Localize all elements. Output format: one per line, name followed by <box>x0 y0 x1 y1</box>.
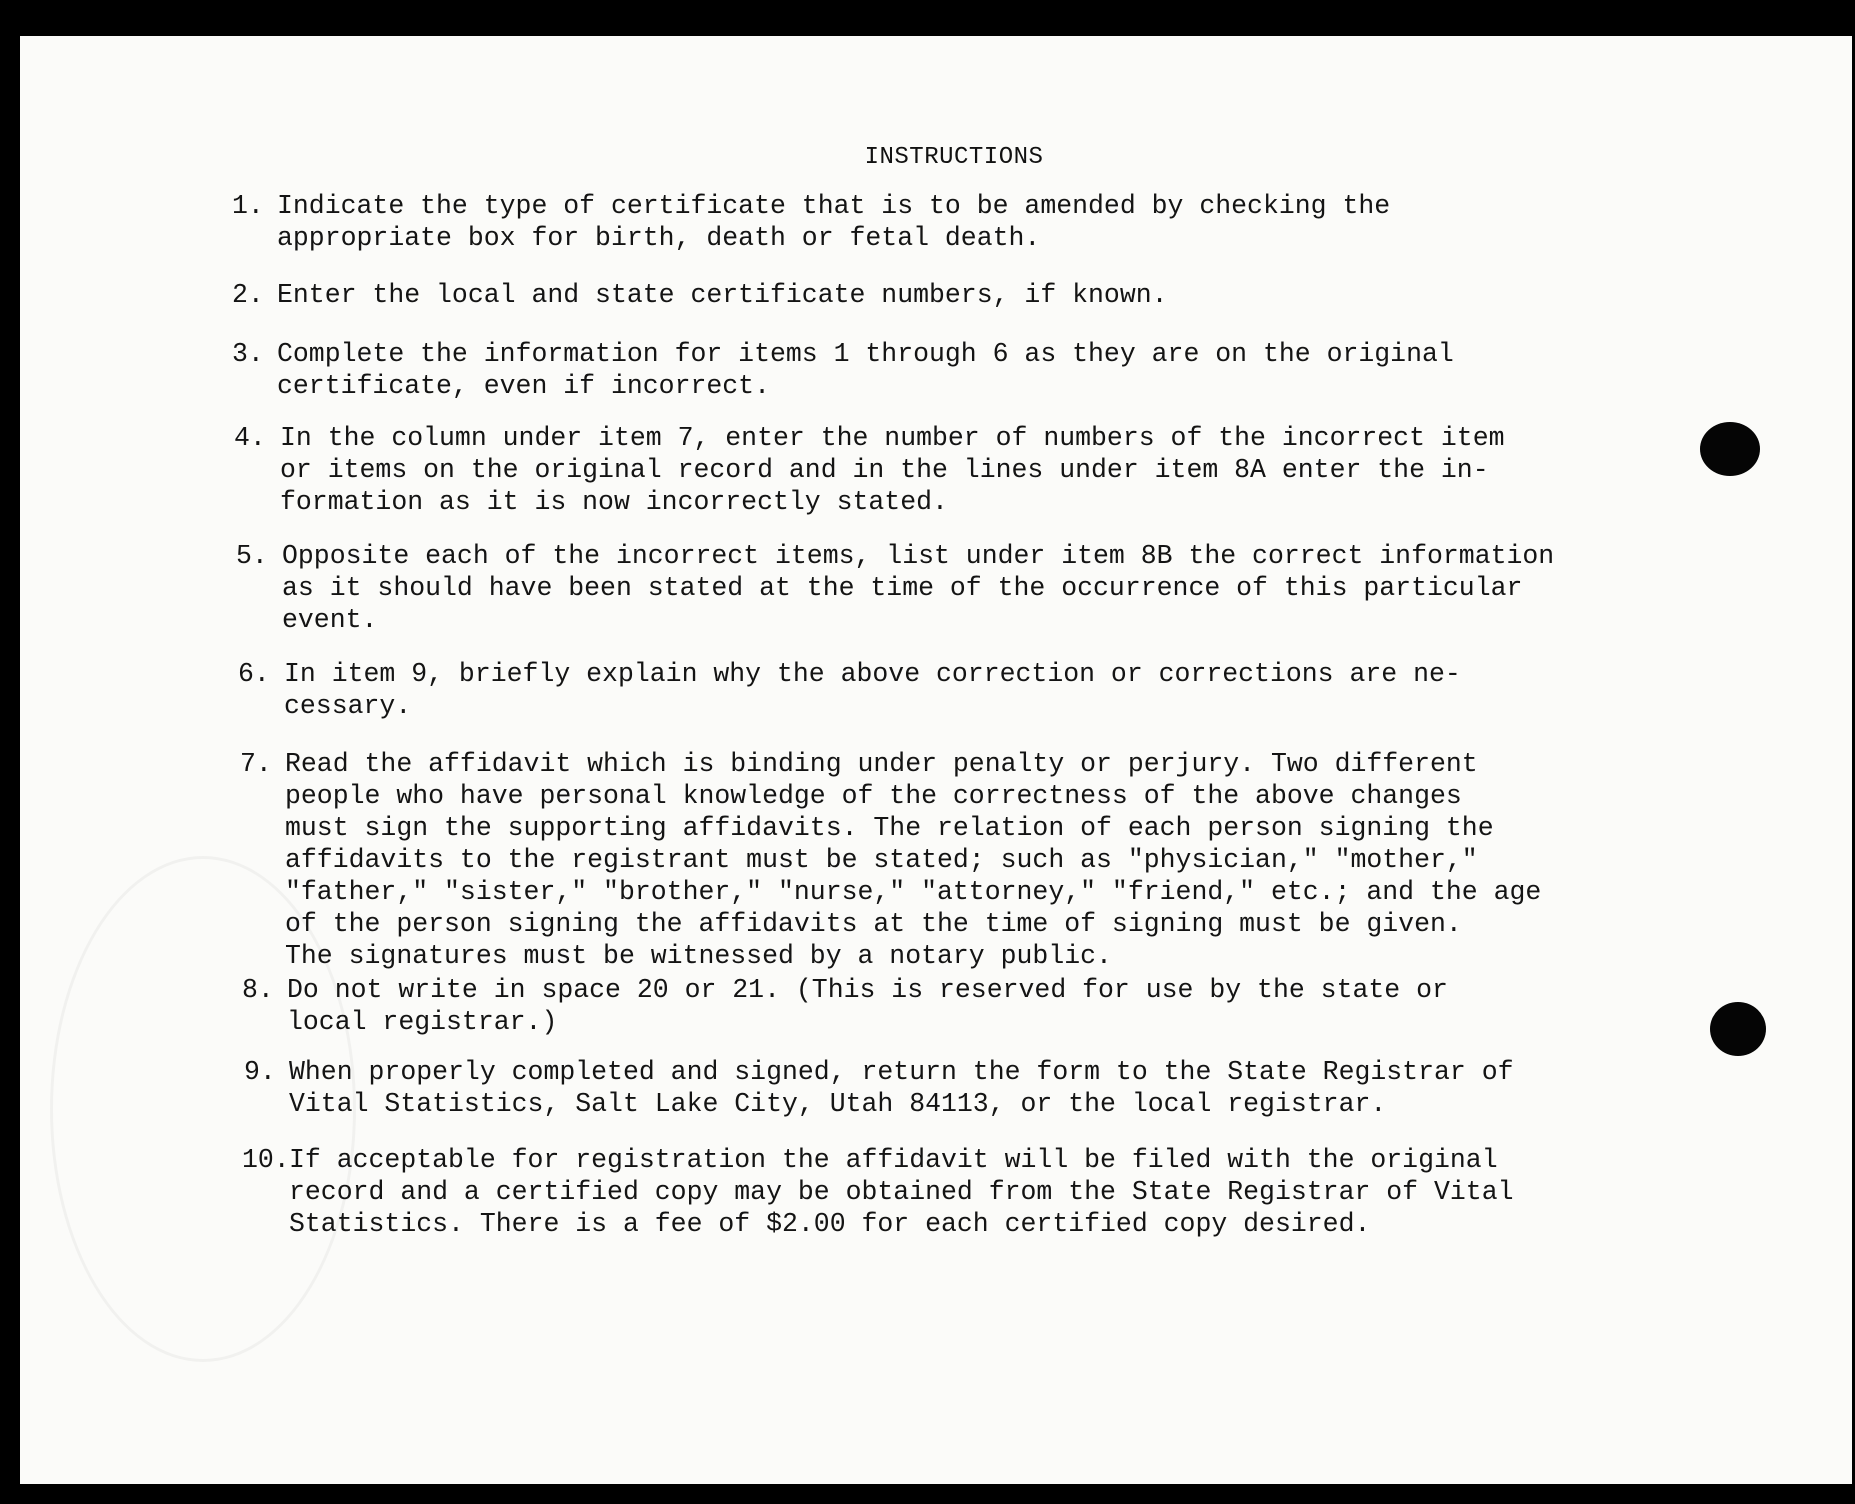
punch-hole-upper <box>1700 422 1760 476</box>
instruction-item-1 <box>232 190 1390 254</box>
item-number: 10. <box>242 1145 290 1175</box>
item-line: Opposite each of the incorrect items, list under item 8B the correct information <box>282 541 1555 571</box>
item-line: The signatures must be witnessed by a notary public. <box>285 941 1112 971</box>
item-number: 1. <box>232 191 264 221</box>
item-line: Do not write in space 20 or 21. (This is reserved for use by the state or <box>287 975 1448 1005</box>
item-number: 9. <box>244 1057 276 1087</box>
item-line: In the column under item 7, enter the number of numbers of the incorrect item <box>280 423 1505 453</box>
item-line: Statistics. There is a fee of $2.00 for each certified copy desired. <box>289 1209 1371 1239</box>
item-line: In item 9, briefly explain why the above correction or corrections are ne- <box>284 659 1461 689</box>
item-line: record and a certified copy may be obtained from the State Registrar of Vital <box>289 1177 1514 1207</box>
item-line: as it should have been stated at the time of the occurrence of this particular <box>282 573 1523 603</box>
item-line: or items on the original record and in the lines under item 8A enter the in- <box>280 455 1489 485</box>
item-number: 4. <box>234 423 266 453</box>
item-line: must sign the supporting affidavits. The relation of each person signing the <box>285 813 1494 843</box>
item-line: Enter the local and state certificate numbers, if known. <box>277 280 1168 310</box>
item-line: Vital Statistics, Salt Lake City, Utah 84113, or the local registrar. <box>289 1089 1387 1119</box>
instruction-item-10 <box>242 1144 1514 1240</box>
instruction-item-5 <box>236 540 1554 636</box>
item-line: affidavits to the registrant must be stated; such as "physician," "mother," <box>285 845 1478 875</box>
item-line: local registrar.) <box>287 1007 558 1037</box>
instruction-item-4 <box>234 422 1505 518</box>
item-number: 6. <box>238 659 270 689</box>
instruction-item-3 <box>232 338 1454 402</box>
item-line: people who have personal knowledge of the correctness of the above changes <box>285 781 1462 811</box>
item-line: "father," "sister," "brother," "nurse," "attorney," "friend," etc.; and the age <box>285 877 1542 907</box>
item-number: 8. <box>242 975 274 1005</box>
item-line: appropriate box for birth, death or fetal death. <box>277 223 1041 253</box>
page-title <box>20 144 1852 171</box>
instruction-item-8 <box>242 974 1448 1038</box>
item-number: 7. <box>240 749 272 779</box>
instruction-item-6 <box>238 658 1461 722</box>
item-number: 2. <box>232 280 264 310</box>
item-line: event. <box>282 605 378 635</box>
item-line: Indicate the type of certificate that is to be amended by checking the <box>277 191 1391 221</box>
item-line: cessary. <box>284 691 412 721</box>
instruction-item-9 <box>244 1056 1514 1120</box>
instruction-item-2 <box>232 279 1168 311</box>
item-line: formation as it is now incorrectly stated. <box>280 487 948 517</box>
item-line: of the person signing the affidavits at the time of signing must be given. <box>285 909 1462 939</box>
instruction-item-7 <box>240 748 1541 972</box>
item-line: Complete the information for items 1 through 6 as they are on the original <box>277 339 1454 369</box>
item-line: If acceptable for registration the affidavit will be filed with the original <box>289 1145 1498 1175</box>
punch-hole-lower <box>1710 1002 1766 1056</box>
item-line: Read the affidavit which is binding under penalty or perjury. Two different <box>285 749 1478 779</box>
item-number: 5. <box>236 541 268 571</box>
document-page <box>20 36 1852 1484</box>
page-title-text: INSTRUCTIONS <box>864 144 1044 171</box>
item-line: When properly completed and signed, return the form to the State Registrar of <box>289 1057 1514 1087</box>
item-number: 3. <box>232 339 264 369</box>
item-line: certificate, even if incorrect. <box>277 371 770 401</box>
